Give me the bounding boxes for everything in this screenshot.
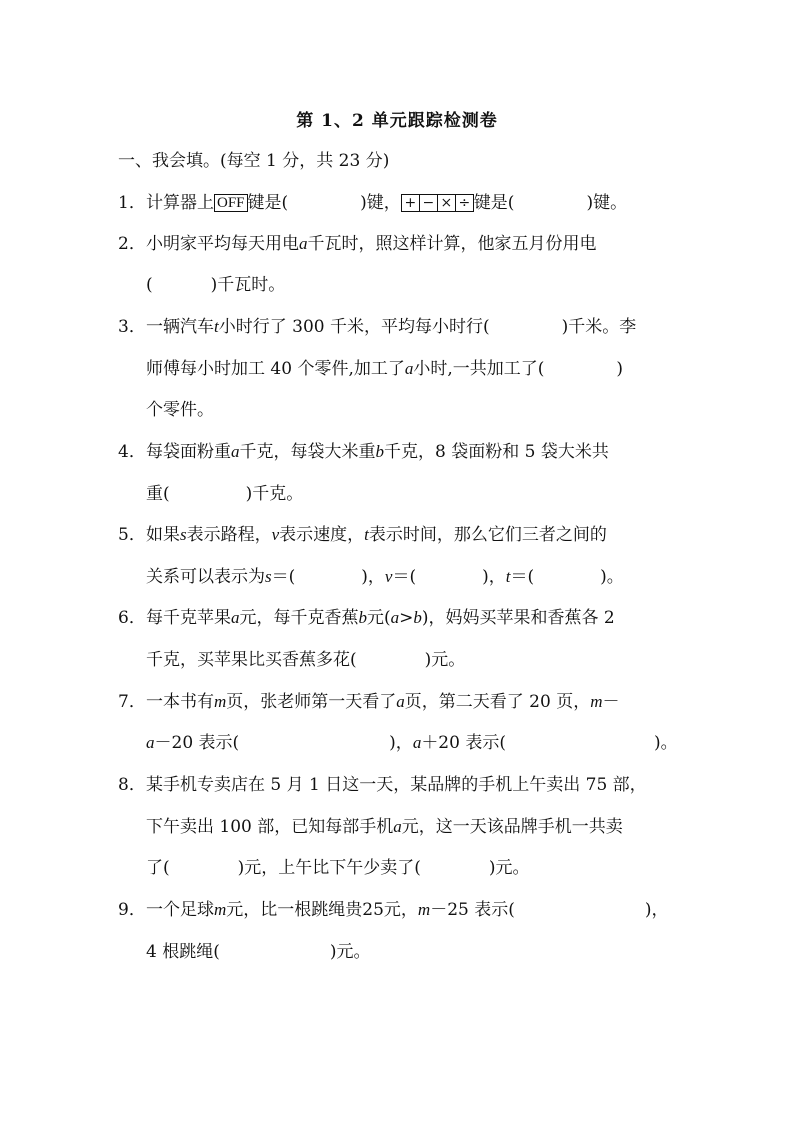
question-9-line-2: 4 根跳绳( )元。 (146, 942, 371, 962)
question-3-line-3: 个零件。 (146, 400, 214, 420)
question-4-line-2: 重( )千克。 (146, 484, 304, 504)
question-2: 2．小明家平均每天用电a千瓦时，照这样计算，他家五月份用电 (118, 234, 597, 254)
page-title: 第 1、2 单元跟踪检测卷 (296, 111, 498, 131)
question-5: 5．如果s表示路程，v表示速度，t表示时间，那么它们三者之间的 (118, 525, 607, 545)
off-key-icon: OFF (214, 194, 248, 212)
question-6: 6．每千克苹果a元，每千克香蕉b元(a>b)，妈妈买苹果和香蕉各 2 (118, 608, 615, 628)
question-8: 8．某手机专卖店在 5 月 1 日这一天，某品牌的手机上午卖出 75 部， (118, 775, 647, 795)
question-6-line-2: 千克，买苹果比买香蕉多花( )元。 (146, 650, 466, 670)
question-5-line-2: 关系可以表示为s＝( )，v＝( )，t＝( )。 (146, 567, 624, 587)
question-4: 4．每袋面粉重a千克，每袋大米重b千克，8 袋面粉和 5 袋大米共 (118, 442, 609, 462)
question-1: 1．计算器上 OFF 键是( )键， + − × ÷ 键是( )键。 (118, 193, 628, 213)
question-9: 9．一个足球m元，比一根跳绳贵25元，m－25 表示( )， (118, 900, 669, 920)
question-3-line-2: 师傅每小时加工 40 个零件,加工了a小时,一共加工了( ) (146, 359, 624, 379)
question-3: 3．一辆汽车t小时行了 300 千米，平均每小时行( )千米。李 (118, 317, 637, 337)
question-8-line-3: 了( )元，上午比下午少卖了( )元。 (146, 858, 530, 878)
question-8-line-2: 下午卖出 100 部，已知每部手机a元，这一天该品牌手机一共卖 (146, 817, 623, 837)
operator-keys-icon: + − × ÷ (401, 194, 474, 212)
question-7-line-2: a－20 表示( )，a＋20 表示( )。 (146, 733, 678, 753)
question-2-line-2: ( )千瓦时。 (146, 275, 286, 295)
section-heading: 一、我会填。(每空 1 分，共 23 分) (118, 151, 390, 171)
question-7: 7．一本书有m页，张老师第一天看了a页，第二天看了 20 页，m－ (118, 692, 620, 712)
